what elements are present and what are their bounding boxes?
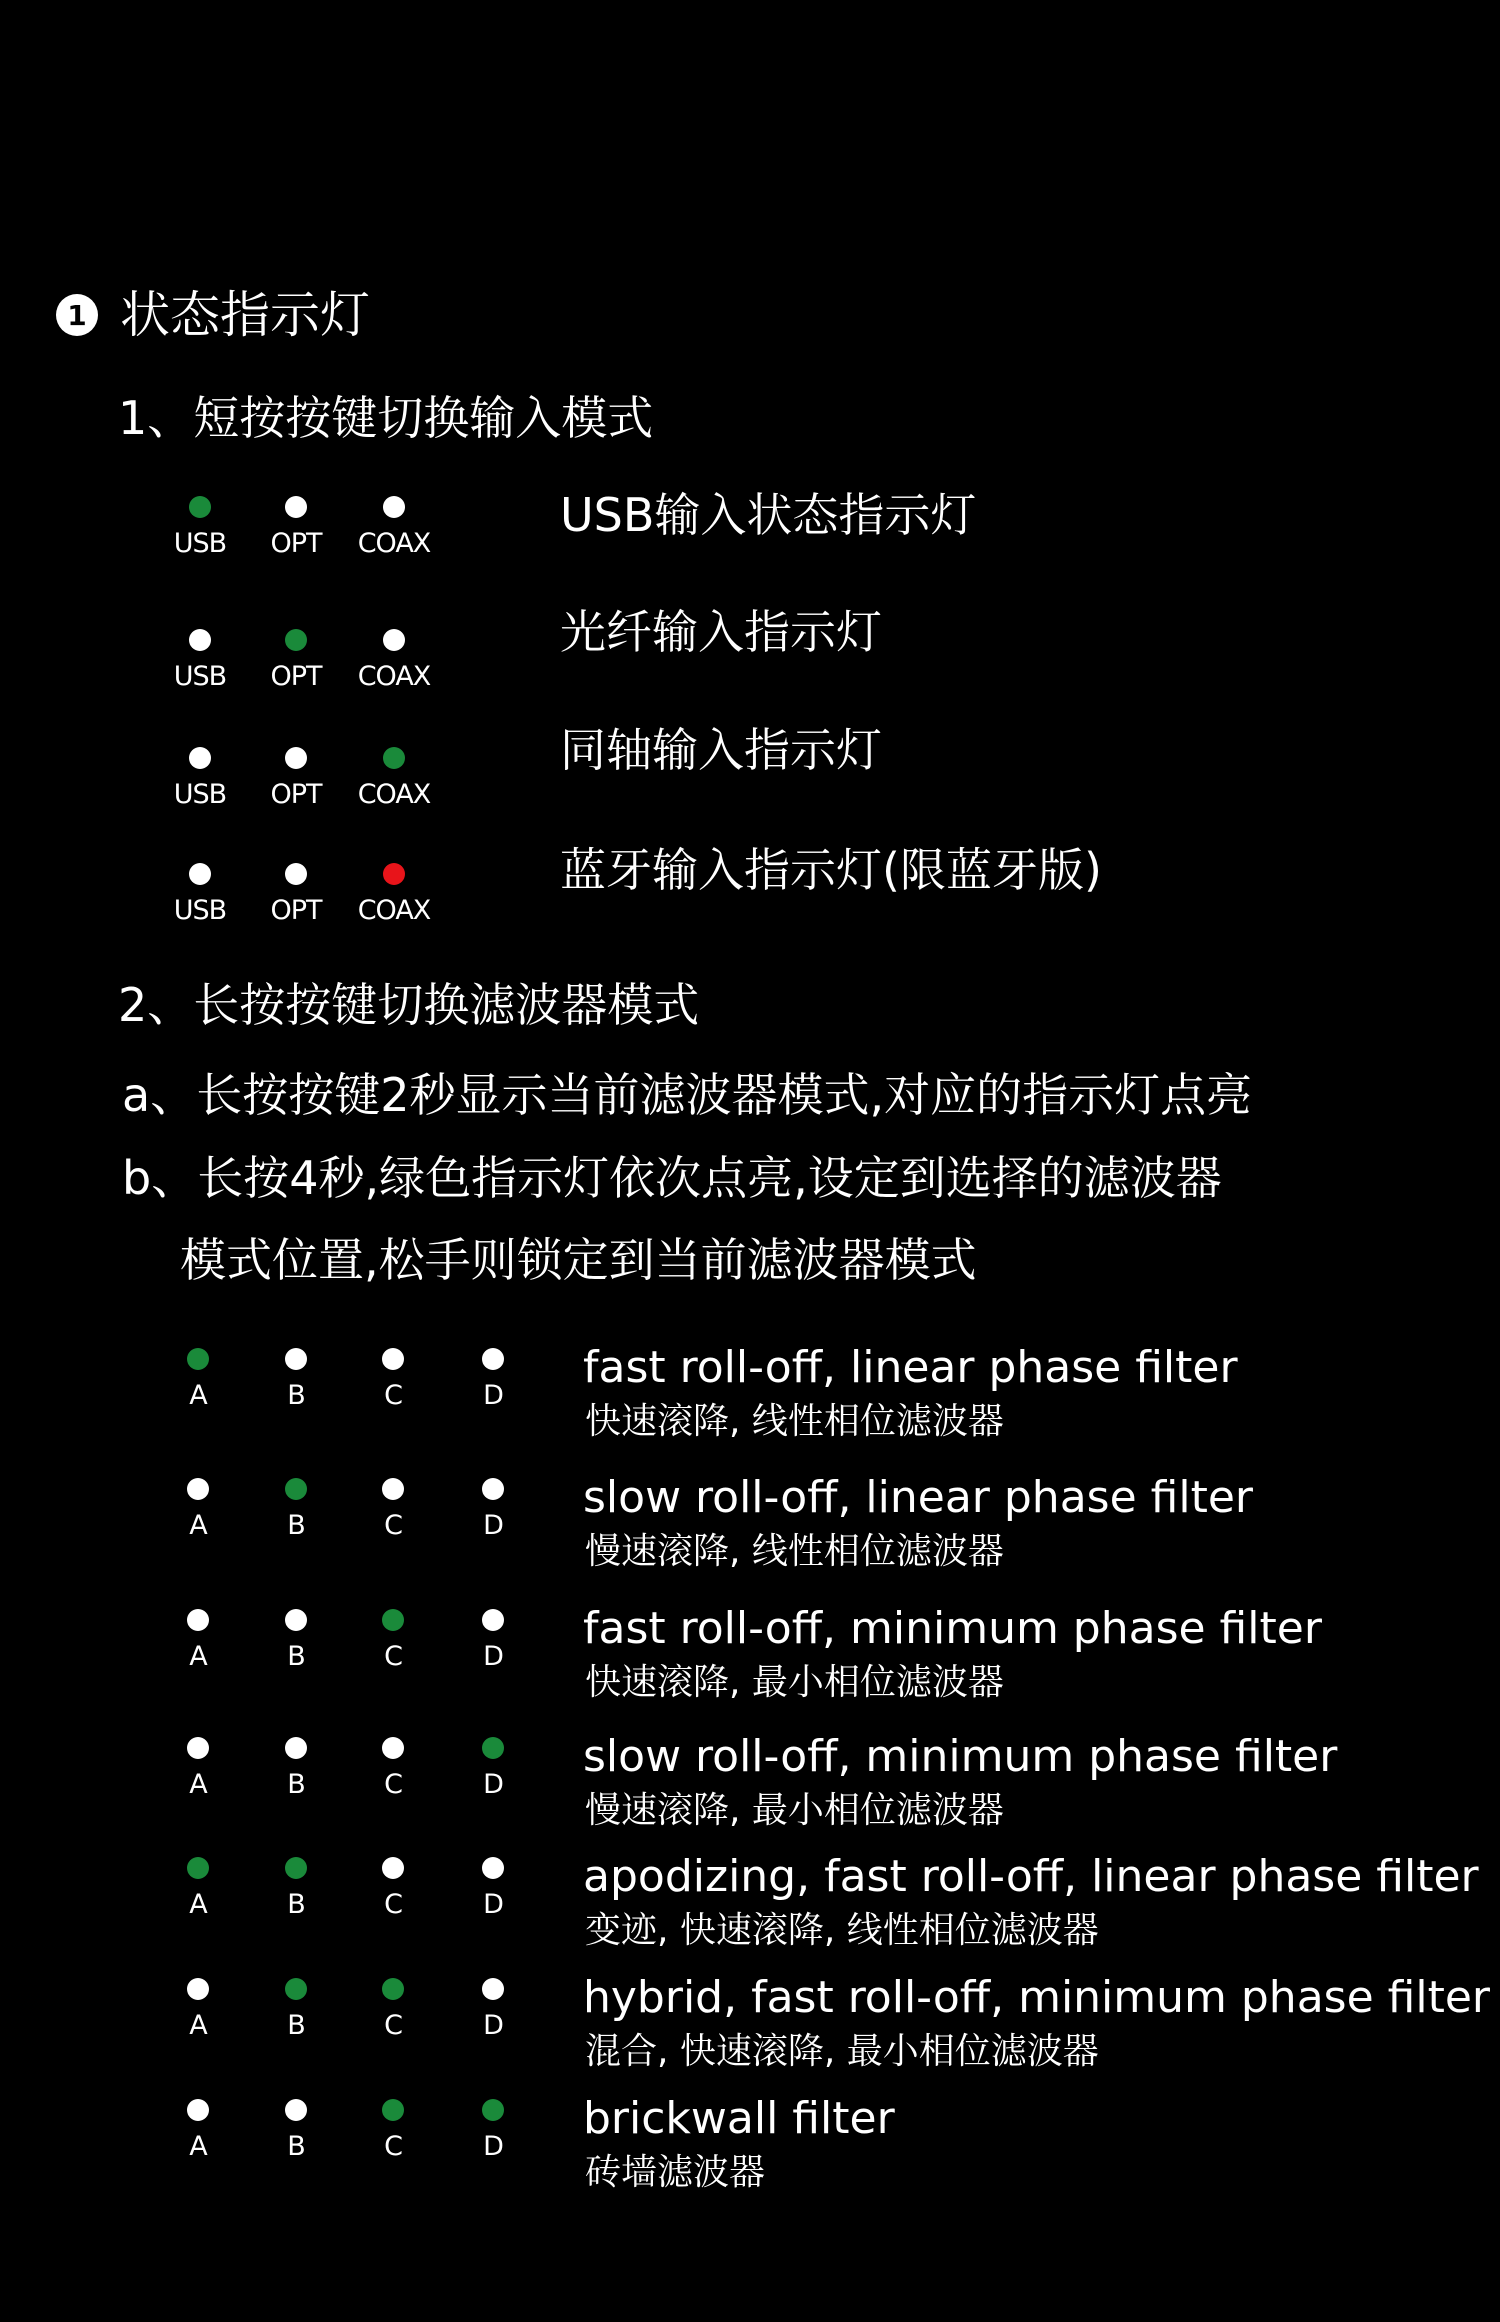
led-label: USB bbox=[173, 661, 227, 692]
led-dot bbox=[382, 1609, 404, 1631]
led-a bbox=[148, 1609, 248, 1670]
filter-name-cn: 快速滚降, 最小相位滤波器 bbox=[585, 1662, 1004, 1703]
led-label: USB bbox=[173, 528, 227, 559]
filter-mode-row bbox=[0, 1603, 1500, 1729]
led-dot bbox=[187, 1348, 209, 1370]
led-label: A bbox=[189, 1510, 207, 1541]
led-dot bbox=[187, 1478, 209, 1500]
led-dot bbox=[285, 1737, 307, 1759]
led-b bbox=[246, 1478, 346, 1539]
led-dot bbox=[189, 629, 211, 651]
led-dot bbox=[383, 863, 405, 885]
led-coax bbox=[344, 496, 444, 557]
led-c bbox=[343, 1978, 443, 2039]
led-b bbox=[246, 1737, 346, 1798]
led-dot bbox=[383, 629, 405, 651]
led-label: A bbox=[189, 1641, 207, 1672]
led-label: C bbox=[384, 1380, 402, 1411]
led-d bbox=[443, 1978, 543, 2039]
led-coax bbox=[344, 629, 444, 690]
filter-name-cn: 慢速滚降, 线性相位滤波器 bbox=[585, 1531, 1004, 1572]
led-dot bbox=[187, 1737, 209, 1759]
led-label: COAX bbox=[357, 528, 431, 559]
led-coax bbox=[344, 747, 444, 808]
led-label: OPT bbox=[270, 661, 322, 692]
led-label: C bbox=[384, 1889, 402, 1920]
led-label: D bbox=[483, 1889, 503, 1920]
led-dot bbox=[189, 747, 211, 769]
led-d bbox=[443, 1737, 543, 1798]
led-dot bbox=[482, 1857, 504, 1879]
led-dot bbox=[482, 1348, 504, 1370]
filter-mode-row bbox=[0, 1972, 1500, 2098]
led-label: A bbox=[189, 2010, 207, 2041]
led-label: B bbox=[287, 2010, 305, 2041]
led-coax bbox=[344, 863, 444, 924]
led-label: OPT bbox=[270, 779, 322, 810]
led-dot bbox=[482, 2099, 504, 2121]
led-dot bbox=[382, 1857, 404, 1879]
led-label: C bbox=[384, 2010, 402, 2041]
led-dot bbox=[382, 1737, 404, 1759]
section-number-badge: 1 bbox=[56, 294, 98, 336]
filter-name-en: hybrid, fast roll-off, minimum phase filter bbox=[583, 1972, 1490, 2023]
led-label: D bbox=[483, 1769, 503, 1800]
led-label: USB bbox=[173, 779, 227, 810]
led-dot bbox=[482, 1609, 504, 1631]
led-label: D bbox=[483, 2131, 503, 2162]
led-d bbox=[443, 1478, 543, 1539]
led-opt bbox=[246, 629, 346, 690]
led-a bbox=[148, 1857, 248, 1918]
led-a bbox=[148, 1348, 248, 1409]
led-dot bbox=[285, 1609, 307, 1631]
led-b bbox=[246, 1348, 346, 1409]
led-label: A bbox=[189, 2131, 207, 2162]
led-label: A bbox=[189, 1889, 207, 1920]
led-label: C bbox=[384, 2131, 402, 2162]
led-usb bbox=[150, 496, 250, 557]
led-dot bbox=[187, 1609, 209, 1631]
input-row-description: 光纤输入指示灯 bbox=[560, 605, 882, 659]
led-c bbox=[343, 1609, 443, 1670]
led-opt bbox=[246, 747, 346, 808]
led-dot bbox=[285, 2099, 307, 2121]
led-label: D bbox=[483, 2010, 503, 2041]
led-opt bbox=[246, 496, 346, 557]
led-dot bbox=[285, 629, 307, 651]
led-c bbox=[343, 1737, 443, 1798]
led-opt bbox=[246, 863, 346, 924]
led-dot bbox=[285, 747, 307, 769]
led-label: B bbox=[287, 1889, 305, 1920]
led-c bbox=[343, 1478, 443, 1539]
section-title: 状态指示灯 bbox=[120, 286, 370, 344]
led-c bbox=[343, 1348, 443, 1409]
filter-mode-row bbox=[0, 1342, 1500, 1468]
input-indicator-row bbox=[150, 843, 1400, 953]
section-heading bbox=[56, 286, 370, 344]
led-label: OPT bbox=[270, 895, 322, 926]
led-label: D bbox=[483, 1380, 503, 1411]
led-label: COAX bbox=[357, 779, 431, 810]
filter-mode-row bbox=[0, 1731, 1500, 1857]
led-a bbox=[148, 2099, 248, 2160]
led-dot bbox=[383, 747, 405, 769]
led-dot bbox=[187, 1857, 209, 1879]
input-indicator-row bbox=[150, 605, 1400, 719]
led-dot bbox=[189, 863, 211, 885]
led-dot bbox=[187, 2099, 209, 2121]
led-dot bbox=[482, 1978, 504, 2000]
led-b bbox=[246, 1978, 346, 2039]
filter-name-en: slow roll-off, linear phase filter bbox=[583, 1472, 1253, 1523]
led-dot bbox=[482, 1478, 504, 1500]
led-b bbox=[246, 2099, 346, 2160]
input-indicator-row bbox=[150, 723, 1400, 837]
input-row-description: 蓝牙输入指示灯(限蓝牙版) bbox=[560, 843, 1102, 897]
led-label: A bbox=[189, 1769, 207, 1800]
led-d bbox=[443, 1348, 543, 1409]
led-dot bbox=[482, 1737, 504, 1759]
input-row-description: USB输入状态指示灯 bbox=[560, 488, 977, 542]
led-label: COAX bbox=[357, 661, 431, 692]
filter-mode-row bbox=[0, 1472, 1500, 1598]
led-dot bbox=[189, 496, 211, 518]
filter-name-en: fast roll-off, minimum phase filter bbox=[583, 1603, 1322, 1654]
led-a bbox=[148, 1737, 248, 1798]
filter-note-b-line2: 模式位置,松手则锁定到当前滤波器模式 bbox=[180, 1233, 977, 1287]
led-dot bbox=[285, 1978, 307, 2000]
led-label: OPT bbox=[270, 528, 322, 559]
input-row-description: 同轴输入指示灯 bbox=[560, 723, 882, 777]
led-label: B bbox=[287, 1380, 305, 1411]
led-dot bbox=[187, 1978, 209, 2000]
input-indicator-row bbox=[150, 488, 1400, 586]
led-label: D bbox=[483, 1510, 503, 1541]
led-dot bbox=[285, 1348, 307, 1370]
filter-mode-row bbox=[0, 2093, 1500, 2219]
led-dot bbox=[382, 2099, 404, 2121]
filter-name-cn: 快速滚降, 线性相位滤波器 bbox=[585, 1401, 1004, 1442]
led-d bbox=[443, 1609, 543, 1670]
led-label: USB bbox=[173, 895, 227, 926]
filter-name-cn: 慢速滚降, 最小相位滤波器 bbox=[585, 1790, 1004, 1831]
led-d bbox=[443, 2099, 543, 2160]
filter-name-en: apodizing, fast roll-off, linear phase filter bbox=[583, 1851, 1479, 1902]
led-label: C bbox=[384, 1641, 402, 1672]
led-b bbox=[246, 1609, 346, 1670]
filter-name-en: brickwall filter bbox=[583, 2093, 895, 2144]
led-c bbox=[343, 1857, 443, 1918]
filter-name-cn: 砖墙滤波器 bbox=[585, 2152, 766, 2193]
led-dot bbox=[285, 496, 307, 518]
led-b bbox=[246, 1857, 346, 1918]
filter-note-b-line1: b、长按4秒,绿色指示灯依次点亮,设定到选择的滤波器 bbox=[122, 1151, 1222, 1205]
led-dot bbox=[382, 1478, 404, 1500]
input-mode-step-label: 1、短按按键切换输入模式 bbox=[118, 391, 654, 445]
led-dot bbox=[285, 1857, 307, 1879]
led-usb bbox=[150, 863, 250, 924]
filter-name-cn: 混合, 快速滚降, 最小相位滤波器 bbox=[585, 2031, 1099, 2072]
led-dot bbox=[382, 1978, 404, 2000]
filter-mode-row bbox=[0, 1851, 1500, 1977]
led-a bbox=[148, 1978, 248, 2039]
led-label: B bbox=[287, 1769, 305, 1800]
led-label: C bbox=[384, 1510, 402, 1541]
led-label: B bbox=[287, 1510, 305, 1541]
filter-name-en: fast roll-off, linear phase filter bbox=[583, 1342, 1238, 1393]
filter-note-a: a、长按按键2秒显示当前滤波器模式,对应的指示灯点亮 bbox=[122, 1068, 1253, 1122]
led-label: D bbox=[483, 1641, 503, 1672]
led-dot bbox=[285, 1478, 307, 1500]
led-label: B bbox=[287, 1641, 305, 1672]
filter-name-cn: 变迹, 快速滚降, 线性相位滤波器 bbox=[585, 1910, 1099, 1951]
led-usb bbox=[150, 747, 250, 808]
led-usb bbox=[150, 629, 250, 690]
filter-name-en: slow roll-off, minimum phase filter bbox=[583, 1731, 1338, 1782]
led-label: COAX bbox=[357, 895, 431, 926]
led-dot bbox=[382, 1348, 404, 1370]
led-a bbox=[148, 1478, 248, 1539]
led-label: A bbox=[189, 1380, 207, 1411]
led-dot bbox=[285, 863, 307, 885]
filter-mode-step-label: 2、长按按键切换滤波器模式 bbox=[118, 978, 700, 1032]
led-dot bbox=[383, 496, 405, 518]
led-d bbox=[443, 1857, 543, 1918]
led-c bbox=[343, 2099, 443, 2160]
led-label: C bbox=[384, 1769, 402, 1800]
led-label: B bbox=[287, 2131, 305, 2162]
